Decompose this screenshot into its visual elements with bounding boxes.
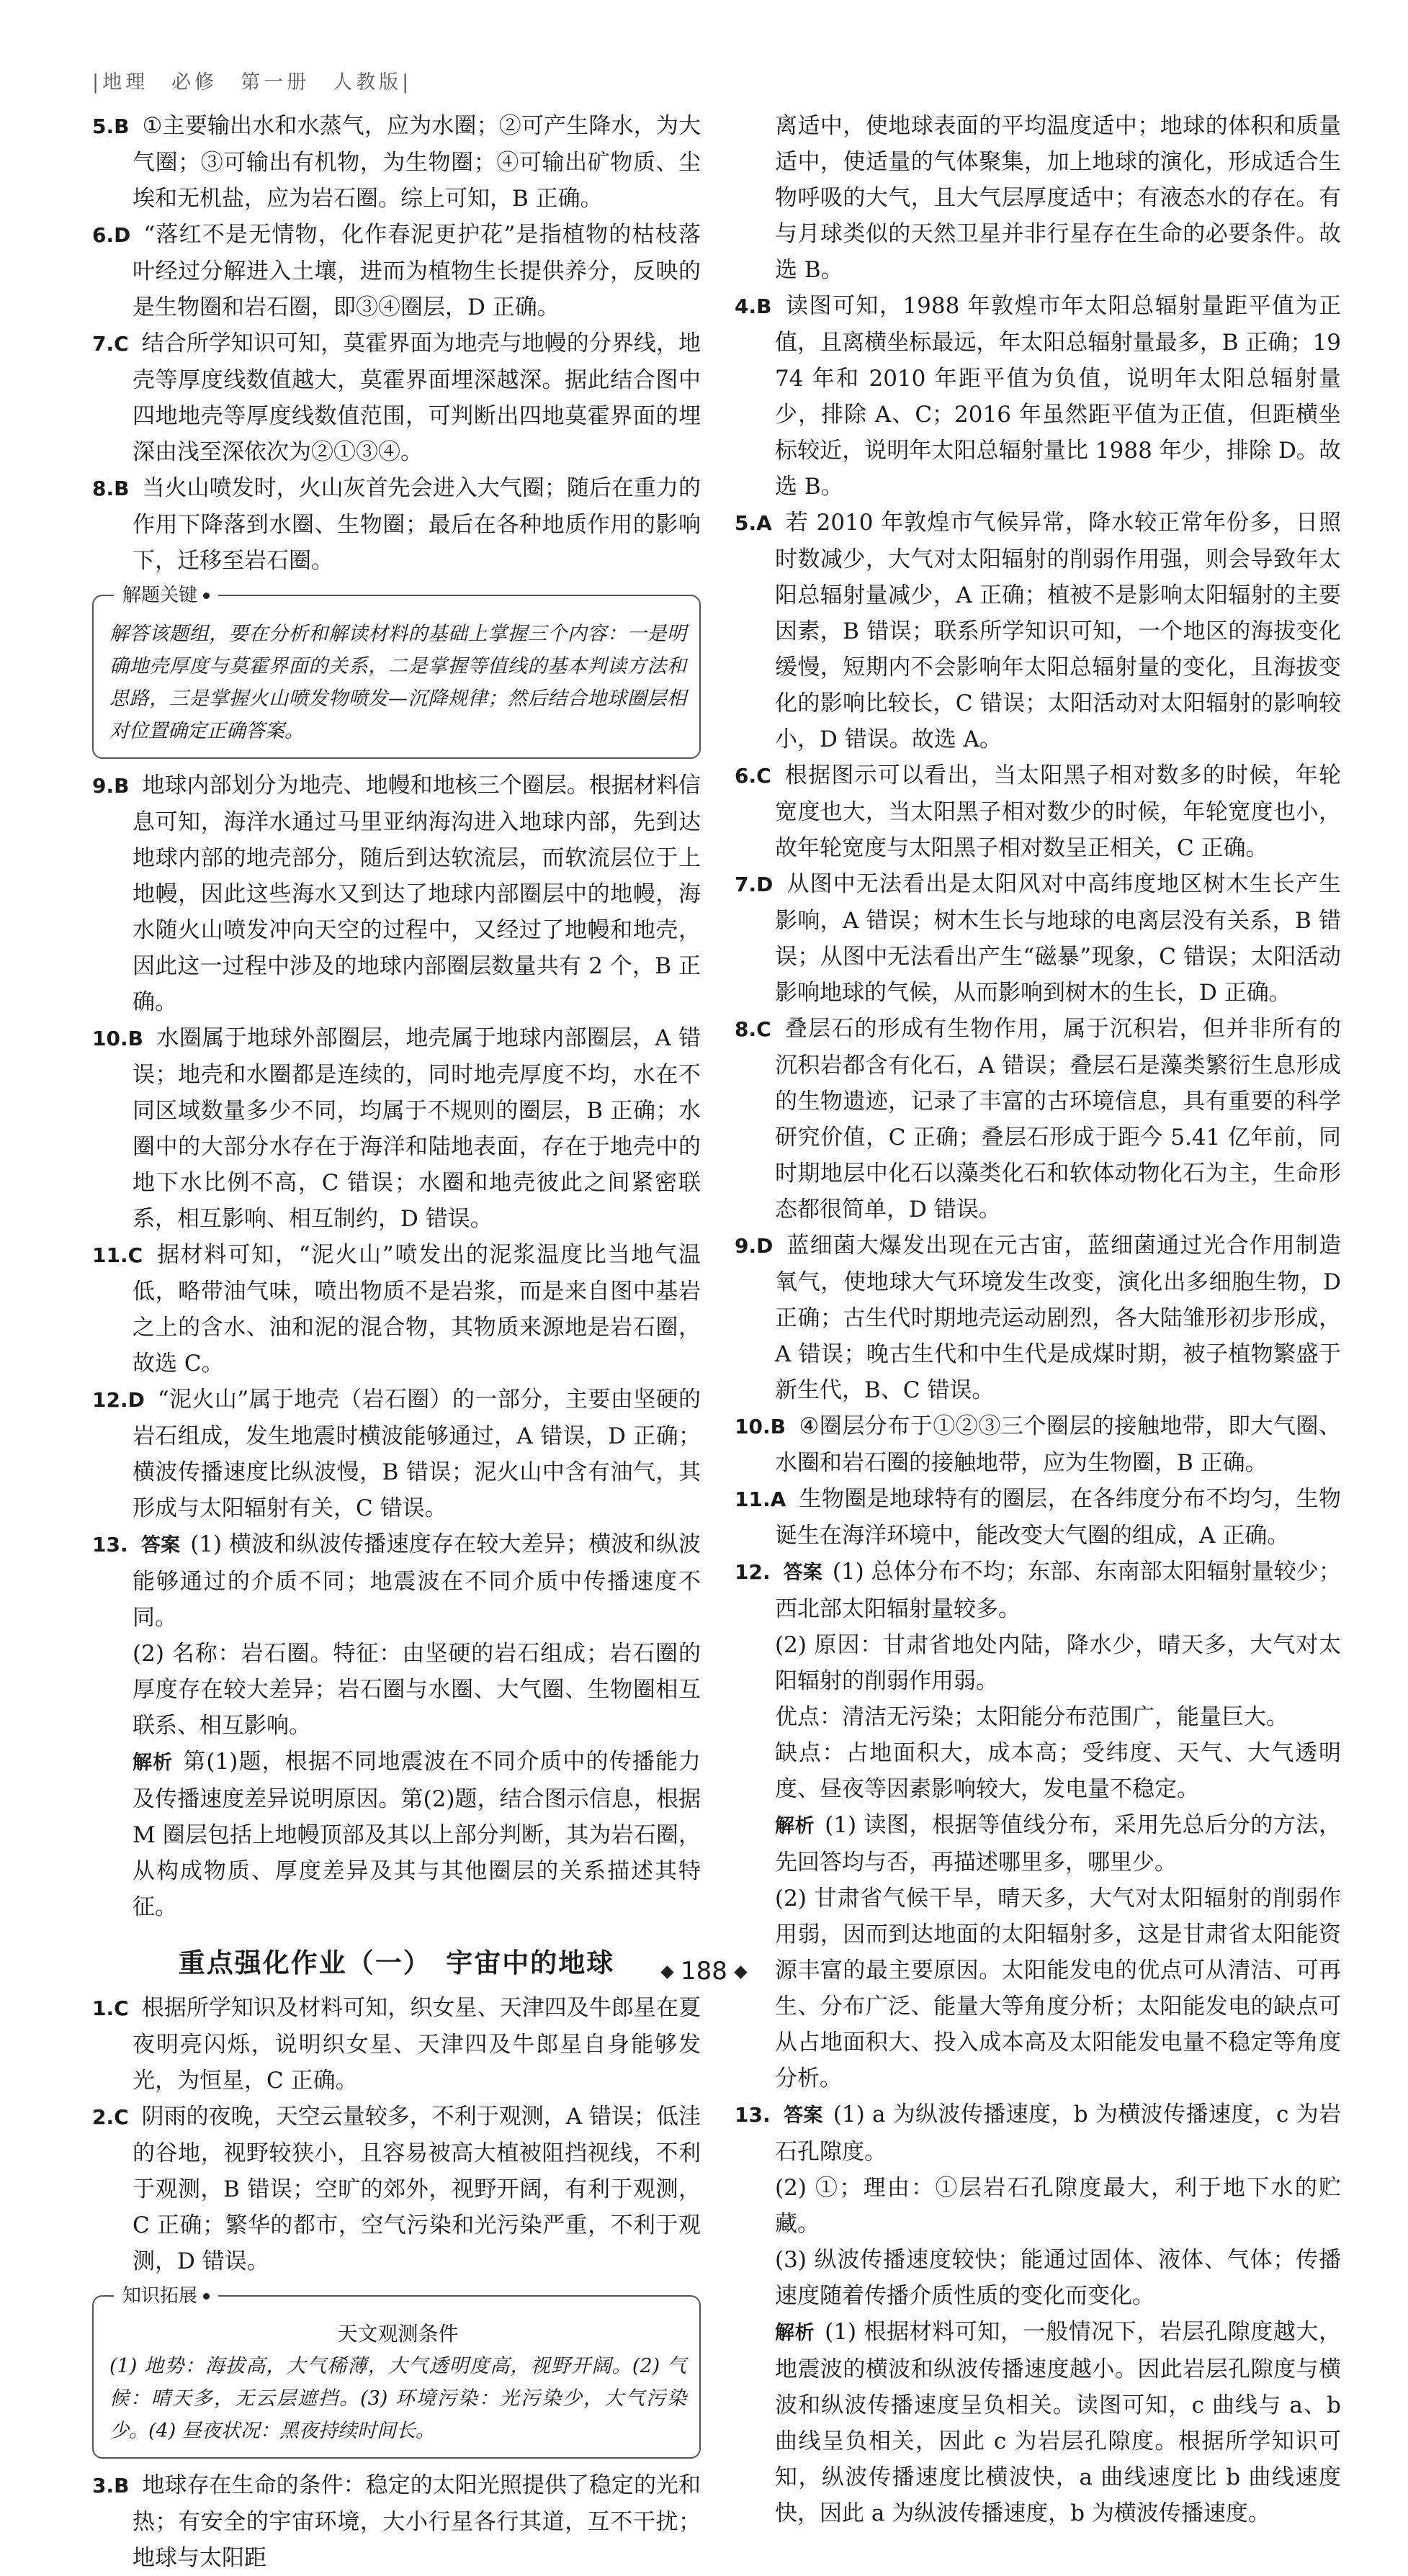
answer-paragraph: 优点：清洁无污染；太阳能分布范围广，能量巨大。 [775,1704,1288,1730]
left-column [92,108,701,2576]
answer-item: 5.B ①主要输出水和水蒸气，应为水圈；②可产生降水，为大气圈；③可输出有机物，为生物圈；④可输出矿物质、尘埃和无机盐，应为岩石圈。综上可知，B 正确。 [92,113,701,212]
answer-paragraph: (2) 甘肃省气候干旱，晴天多，大气对太阳辐射的削弱作用弱，因而到达地面的太阳辐射多，这是甘肃省太阳能资源丰富的最主要原因。太阳能发电的优点可从清洁、可再生、分布广泛、能量大等角度分析；太阳能发电的缺点可从占地面积大、投入成本高及太阳能发电量不稳定等角度分析。 [775,1886,1341,2091]
answer-item: 5.A 若 2010 年敦煌市气候异常，降水较正常年份多，日照时数减少，大气对太阳辐射的削弱作用强，则会导致年太阳总辐射量减少，A 正确；植被不是影响太阳辐射的主要因素，B 错误；联系所学知识可知，一个地区的海拔变化缓慢，短期内不会影响年太阳总辐射量的变化，且海拔变化的影响比较长，C 错误；太阳活动对太阳辐射的影响较小，D 错误。故选 A。 [735,510,1341,752]
answer-item: 3.B 地球存在生命的条件：稳定的太阳光照提供了稳定的光和热；有安全的宇宙环境，大小行星各行其道，互不干扰；地球与太阳距 [92,2472,701,2571]
answer-item: 9.B 地球内部划分为地壳、地幔和地核三个圈层。根据材料信息可知，海洋水通过马里亚纳海沟进入地球内部，先到达地球内部的地壳部分，随后到达软流层，而软流层位于上地幔，因此这些海水又到达了地球内部圈层中的地幔，海水随火山喷发冲向天空的过程中，又经过了地幔和地壳，因此这一过程中涉及的地球内部圈层数量共有 2 个，B 正确。 [92,773,701,1015]
tip-box-text: 解答该题组，要在分析和解读材料的基础上掌握三个内容：一是明确地壳厚度与莫霍界面的关系，二是掌握等值线的基本判读方法和思路，三是掌握火山喷发物喷发—沉降规律；然后结合地球圈层相对位置确定正确答案。 [109,623,686,742]
tip-box-subtitle: 天文观测条件 [337,2322,459,2346]
answer-paragraph: 解析 (1) 根据材料可知，一般情况下，岩层孔隙度越大，地震波的横波和纵波传播速度越小。因此岩层孔隙度与横波和纵波传播速度呈负相关。读图可知，c 曲线与 a、b 曲线呈负相关，因此 c 为岩层孔隙度。根据所学知识可知，纵波传播速度比横波快，a 曲线速度比 b 曲线速度快，因此 a 为纵波传播速度，b 为横波传播速度。 [775,2319,1342,2526]
diamond-icon [734,1965,747,1978]
answer-item: 10.B 水圈属于地球外部圈层，地壳属于地球内部圈层，A 错误；地壳和水圈都是连续的，同时地壳厚度不均，水在不同区域数量多少不同，均属于不规则的圈层，B 正确；水圈中的大部分水存在于海洋和陆地表面，存在于地壳中的地下水比例不高，C 错误；水圈和地壳彼此之间紧密联系，相互影响、相互制约，D 错误。 [92,1025,701,1232]
answer-paragraph: (3) 纵波传播速度较快；能通过固体、液体、气体；传播速度随着传播介质性质的变化而变化。 [775,2247,1341,2309]
tip-box-text: (1) 地势：海拔高，大气稀薄，大气透明度高，视野开阔。(2) 气候：晴天多，无云层遮挡。(3) 环境污染：光污染少，大气污染少。(4) 昼夜状况：黑夜持续时间长。 [109,2355,686,2442]
answer-item: 8.C 叠层石的形成有生物作用，属于沉积岩，但并非所有的沉积岩都含有化石，A 错误；叠层石是藻类繁衍生息形成的生物遗迹，记录了丰富的古环境信息，具有重要的科学研究价值，C 正确；叠层石形成于距今 5.41 亿年前，同时期地层中化石以藻类化石和软体动物化石为主，生命形态都很简单，D 错误。 [735,1016,1341,1222]
answer-item: 12. 答案 (1) 总体分布不均；东部、东南部太阳辐射量较少；西北部太阳辐射量较多。 [735,1559,1341,1622]
answer-item: 7.D 从图中无法看出是太阳风对中高纬度地区树木生长产生影响，A 错误；树木生长与地球的电离层没有关系，B 错误；从图中无法看出产生“磁暴”现象，C 错误；太阳活动影响地球的气候，从而影响到树木的生长，D 正确。 [735,871,1341,1006]
right-column [735,108,1341,2531]
answer-item: 6.D “落红不是无情物，化作春泥更护花”是指植物的枯枝落叶经过分解进入土壤，进而为植物生长提供养分，反映的是生物圈和岩石圈，即③④圈层，D 正确。 [92,222,701,320]
answer-item: 13. 答案 (1) a 为纵波传播速度，b 为横波传播速度，c 为岩石孔隙度。 [735,2102,1341,2165]
answer-item: 6.C 根据图示可以看出，当太阳黑子相对数多的时候，年轮宽度也大，当太阳黑子相对数少的时候，年轮宽度也小，故年轮宽度与太阳黑子相对数呈正相关，C 正确。 [735,762,1341,861]
answer-item: 8.B 当火山喷发时，火山灰首先会进入大气圈；随后在重力的作用下降落到水圈、生物圈；最后在各种地质作用的影响下，迁移至岩石圈。 [92,475,701,574]
section-title: 重点强化作业（一） 宇宙中的地球 [178,1947,615,1978]
answer-paragraph: 解析 第(1)题，根据不同地震波在不同介质中的传播能力及传播速度差异说明原因。第(2)题，结合图示信息，根据 M 圈层包括上地幔顶部及其以上部分判断，其为岩石圈，从构成物质、厚度差异及其与其他圈层的关系描述其特征。 [133,1749,701,1920]
tip-box-title: 知识拓展 [114,2281,218,2307]
answer-paragraph: 解析 (1) 读图，根据等值线分布，采用先总后分的方法，先回答均与否，再描述哪里多，哪里少。 [775,1812,1342,1875]
answer-item: 2.C 阴雨的夜晚，天空云量较多，不利于观测，A 错误；低洼的谷地，视野较狭小，且容易被高大植被阻挡视线，不利于观测，B 错误；空旷的郊外，视野开阔，有利于观测，C 正确；繁华的都市，空气污染和光污染严重，不利于观测，D 错误。 [92,2104,701,2274]
answer-item: 9.D 蓝细菌大爆发出现在元古宙，蓝细菌通过光合作用制造氧气，使地球大气环境发生改变，演化出多细胞生物，D 正确；古生代时期地壳运动剧烈，各大陆雏形初步形成，A 错误；晚古生代和中生代是成煤时期，被子植物繁盛于新生代，B、C 错误。 [735,1233,1341,1403]
answer-item: 13. 答案 (1) 横波和纵波传播速度存在较大差异；横波和纵波能够通过的介质不同；地震波在不同介质中传播速度不同。 [92,1531,701,1631]
answer-paragraph: 离适中，使地球表面的平均温度适中；地球的体积和质量适中，使适量的气体聚集，加上地球的演化，形成适合生物呼吸的大气，且大气层厚度适中；有液态水的存在。有与月球类似的天然卫星并非行星存在生命的必要条件。故选 B。 [775,113,1341,283]
answer-item: 1.C 根据所学知识及材料可知，织女星、天津四及牛郎星在夏夜明亮闪烁，说明织女星、天津四及牛郎星自身能够发光，为恒星，C 正确。 [92,1995,701,2094]
page-header: |地理 必修 第一册 人教版| [92,71,413,94]
answer-paragraph: 缺点：占地面积大，成本高；受纬度、天气、大气透明度、昼夜等因素影响较大，发电量不稳定。 [775,1740,1341,1802]
answer-paragraph: (2) 原因：甘肃省地处内陆，降水少，晴天多，大气对太阳辐射的削弱作用弱。 [775,1632,1341,1694]
tip-box-key [92,585,701,759]
page-number: 188 [0,1957,1408,1986]
tip-box-title: 解题关键 [114,580,218,607]
answer-item: 11.A 生物圈是地球特有的圈层，在各纬度分布不均匀，生物诞生在海洋环境中，能改变大气圈的组成，A 正确。 [735,1486,1341,1549]
diamond-icon [660,1965,673,1978]
answer-paragraph: (2) ①；理由：①层岩石孔隙度最大，利于地下水的贮藏。 [775,2175,1341,2237]
answer-paragraph: (2) 名称：岩石圈。特征：由坚硬的岩石组成；岩石圈的厚度存在较大差异；岩石圈与水圈、大气圈、生物圈相互联系、相互影响。 [133,1641,701,1739]
answer-item: 10.B ④圈层分布于①②③三个圈层的接触地带，即大气圈、水圈和岩石圈的接触地带，应为生物圈，B 正确。 [735,1413,1341,1476]
answer-item: 4.B 读图可知，1988 年敦煌市年太阳总辐射量距平值为正值，且离横坐标最远，年太阳总辐射量最多，B 正确；1974 年和 2010 年距平值为负值，说明年太阳总辐射量少，排除 A、C；2016 年虽然距平值为正值，但距横坐标较近，说明年太阳总辐射量比 1988 年少，排除 D。故选 B。 [735,293,1341,500]
answer-item: 7.C 结合所学知识可知，莫霍界面为地壳与地幔的分界线，地壳等厚度线数值越大，莫霍界面埋深越深。据此结合图中四地地壳等厚度线数值范围，可判断出四地莫霍界面的埋深由浅至深依次为②①③④。 [92,330,701,465]
answer-item: 11.C 据材料可知，“泥火山”喷发出的泥浆温度比当地气温低，略带油气味，喷出物质不是岩浆，而是来自图中基岩之上的含水、油和泥的混合物，其物质来源地是岩石圈，故选 C。 [92,1242,701,1377]
answer-item: 12.D “泥火山”属于地壳（岩石圈）的一部分，主要由坚硬的岩石组成，发生地震时横波能够通过，A 错误，D 正确；横波传播速度比纵波慢，B 错误；泥火山中含有油气，其形成与太阳辐射有关，C 错误。 [92,1387,701,1521]
tip-box-extension [92,2285,701,2459]
